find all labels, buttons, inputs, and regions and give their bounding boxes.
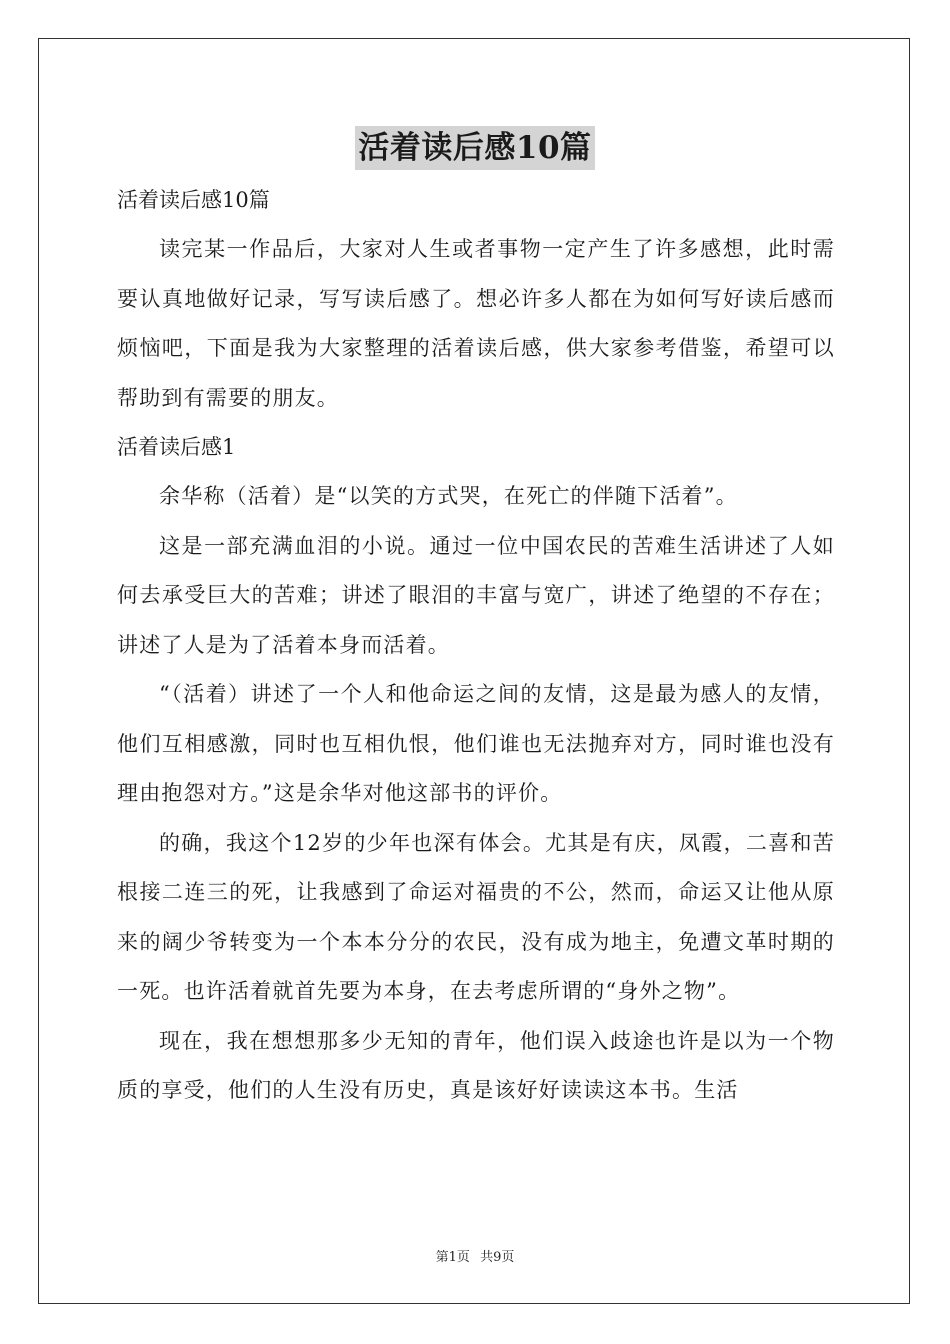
body-paragraph: “（活着）讲述了一个人和他命运之间的友情，这是最为感人的友情，他们互相感激，同时也互相仇恨，他们谁也无法抛弃对方，同时谁也没有理由抱怨对方。”这是余华对他这部书的评价。 [117,682,835,805]
page-number: 第1页 [435,1250,470,1265]
body-paragraph: 这是一部充满血泪的小说。通过一位中国农民的苦难生活讲述了人如何去承受巨大的苦难；讲述了眼泪的丰富与宽广，讲述了绝望的不存在；讲述了人是为了活着本身而活着。 [117,533,835,657]
body-paragraph: 现在，我在想想那多少无知的青年，他们误入歧途也许是以为一个物质的享受，他们的人生没有历史，真是该好好读读这本书。生活 [117,1028,835,1102]
document-body [117,176,835,1116]
page-footer [0,1246,950,1265]
title-container [0,126,950,170]
document-subtitle: 活着读后感10篇 [117,188,270,212]
body-paragraph: 的确，我这个12岁的少年也深有体会。尤其是有庆，凤霞，二喜和苦根接二连三的死，让我感到了命运对福贵的不公，然而，命运又让他从原来的阔少爷转变为一个本本分分的农民，没有成为地主，免遭文革时期的一死。也许活着就首先要为本身，在去考虑所谓的“身外之物”。 [117,830,835,1003]
intro-paragraph: 读完某一作品后，大家对人生或者事物一定产生了许多感想，此时需要认真地做好记录，写写读后感了。想必许多人都在为如何写好读后感而烦恼吧，下面是我为大家整理的活着读后感，供大家参考借鉴，希望可以帮助到有需要的朋友。 [117,237,835,410]
document-title: 活着读后感10篇 [355,126,594,170]
page-total: 共9页 [480,1250,515,1265]
section-heading: 活着读后感1 [117,435,236,459]
body-paragraph: 余华称（活着）是“以笑的方式哭，在死亡的伴随下活着”。 [159,484,738,508]
